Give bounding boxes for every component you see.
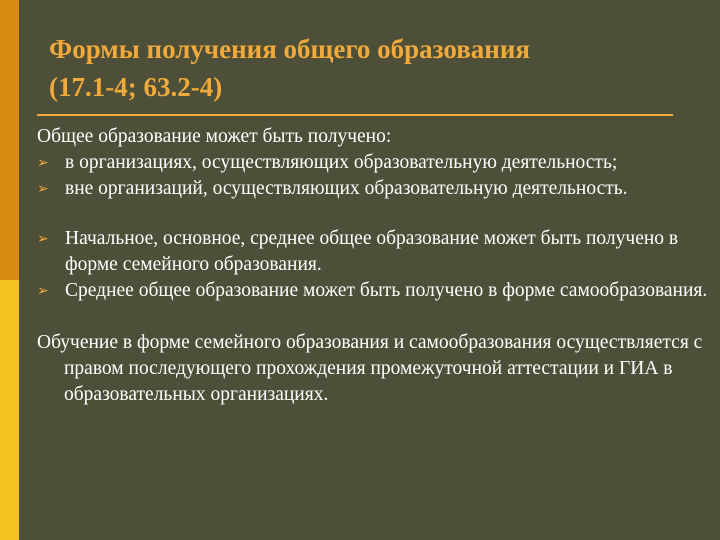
bullet-text: Среднее общее образование может быть получено в форме самообразования. [65,280,708,301]
closing-text: Обучение в форме семейного образования и самообразования осуществляется с правом последующего прохождения промежуточной аттестации и ГИА в образовательных организациях. [37,332,703,405]
bullet-text: вне организаций, осуществляющих образовательную деятельность. [65,178,628,199]
arrowhead-bullet-icon: ➢ [37,231,49,247]
spacer [37,304,709,330]
slide-title-line-1: Формы получения общего образования [49,34,531,64]
accent-bar-bottom [0,280,19,540]
spacer [37,202,709,226]
bullet-item [37,150,709,176]
bullet-text: в организациях, осуществляющих образовательную деятельность; [65,152,618,173]
bullet-text: Начальное, основное, среднее общее образование может быть получено в форме семейного образования. [65,228,679,275]
arrowhead-bullet-icon: ➢ [37,155,49,171]
bullet-item [37,176,709,202]
accent-bar-top [0,0,19,280]
intro-text: Общее образование может быть получено: [37,126,392,147]
bullet-item [37,278,709,304]
slide-title-line-2: (17.1-4; 63.2-4) [49,72,223,102]
arrowhead-bullet-icon: ➢ [37,283,49,299]
title-underline [37,114,673,116]
bullet-item [37,226,709,278]
slide-title [49,30,689,106]
arrowhead-bullet-icon: ➢ [37,181,49,197]
slide-body [37,124,709,408]
